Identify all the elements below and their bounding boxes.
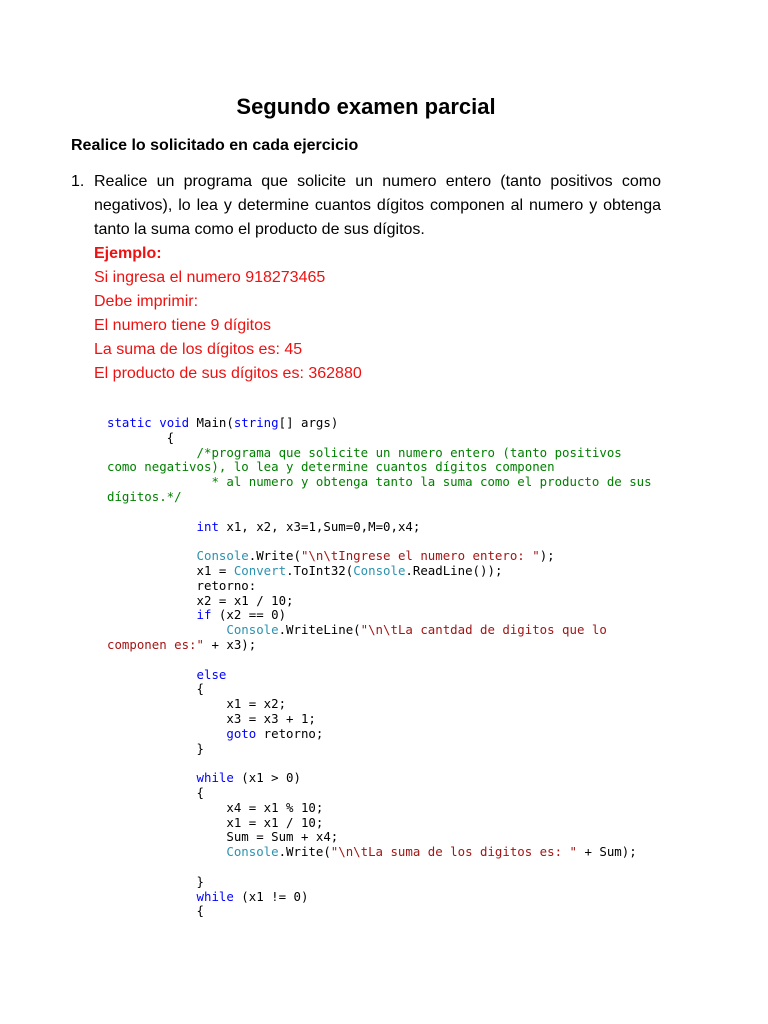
example-line: Si ingresa el numero 918273465 xyxy=(94,269,326,286)
code-token: x1 = x1 / 10; xyxy=(226,814,324,830)
code-string: "\n\tLa suma de los digitos es: " xyxy=(330,844,577,860)
code-token: [] args) xyxy=(278,415,339,430)
code-comment: * al numero y obtenga tanto la suma como el producto de sus xyxy=(203,474,652,490)
code-token: Console xyxy=(226,622,279,638)
code-token: } xyxy=(196,873,204,889)
exercise-body xyxy=(94,170,661,386)
code-token: x2 = x1 / 10; xyxy=(196,592,294,608)
code-string: componen es:" xyxy=(107,636,204,652)
code-string: "\n\tIngrese el numero entero: " xyxy=(300,548,540,564)
code-token: int xyxy=(196,518,219,534)
code-token: x1, x2, x3=1,Sum=0,M=0,x4; xyxy=(218,518,421,534)
code-token: Main( xyxy=(189,415,234,430)
code-token: x1 = x2; xyxy=(226,696,287,712)
example-line: Debe imprimir: xyxy=(94,293,199,310)
code-comment: dígitos.*/ xyxy=(107,488,182,504)
code-token: { xyxy=(196,681,204,697)
code-token: Convert xyxy=(233,562,287,578)
example-label: Ejemplo: xyxy=(94,245,162,262)
code-token: ); xyxy=(539,548,555,564)
code-token: if xyxy=(196,607,212,623)
code-token: (x1 != 0) xyxy=(233,888,309,904)
example-line: El producto de sus dígitos es: 362880 xyxy=(94,365,362,382)
code-token: retorno: xyxy=(196,577,257,593)
exercise-number: 1. xyxy=(71,173,85,190)
code-string: "\n\tLa cantdad de digitos que lo xyxy=(360,622,607,638)
exercise-1 xyxy=(71,170,661,386)
example-line: El numero tiene 9 dígitos xyxy=(94,317,271,334)
code-token: .WriteLine( xyxy=(278,622,361,638)
document-title: Segundo examen parcial xyxy=(236,94,496,119)
code-token: + Sum); xyxy=(576,844,637,860)
code-token: { xyxy=(107,429,175,445)
code-comment: como negativos), lo lea y determine cuantos dígitos componen xyxy=(107,459,555,475)
code-token: x1 = xyxy=(196,562,234,578)
code-token: .ToInt32( xyxy=(286,562,354,578)
code-token: { xyxy=(196,784,204,800)
code-token: void xyxy=(159,415,190,430)
code-token: (x2 == 0) xyxy=(211,607,287,623)
code-listing xyxy=(107,416,667,919)
code-token: Console xyxy=(196,548,249,564)
code-token: .ReadLine()); xyxy=(405,562,503,578)
code-token: Sum = Sum + x4; xyxy=(226,829,339,845)
code-token: x4 = x1 % 10; xyxy=(226,799,324,815)
example-line: La suma de los dígitos es: 45 xyxy=(94,341,303,358)
code-token: while xyxy=(196,888,234,904)
instructions-heading: Realice lo solicitado en cada ejercicio xyxy=(71,137,359,154)
code-token: x3 = x3 + 1; xyxy=(226,710,316,726)
code-token: .Write( xyxy=(248,548,301,564)
code-token: Console xyxy=(353,562,406,578)
code-token: (x1 > 0) xyxy=(233,770,301,786)
code-token: } xyxy=(196,740,204,756)
code-token: retorno; xyxy=(256,725,324,741)
code-token: else xyxy=(196,666,227,682)
code-token: { xyxy=(196,903,204,919)
code-token: Console xyxy=(226,844,279,860)
code-token: + x3); xyxy=(203,636,257,652)
exercise-description: Realice un programa que solicite un numero entero (tanto positivos como negativos), lo lea y determine cuantos dígitos componen al numero y obtenga tanto la suma como el producto de sus dígitos. xyxy=(94,173,661,238)
code-token: static xyxy=(107,415,152,430)
code-token: while xyxy=(196,770,234,786)
code-token: .Write( xyxy=(278,844,331,860)
code-comment: /*programa que solicite un numero entero (tanto positivos xyxy=(196,444,622,460)
code-token: goto xyxy=(226,725,257,741)
code-token: string xyxy=(233,415,279,430)
